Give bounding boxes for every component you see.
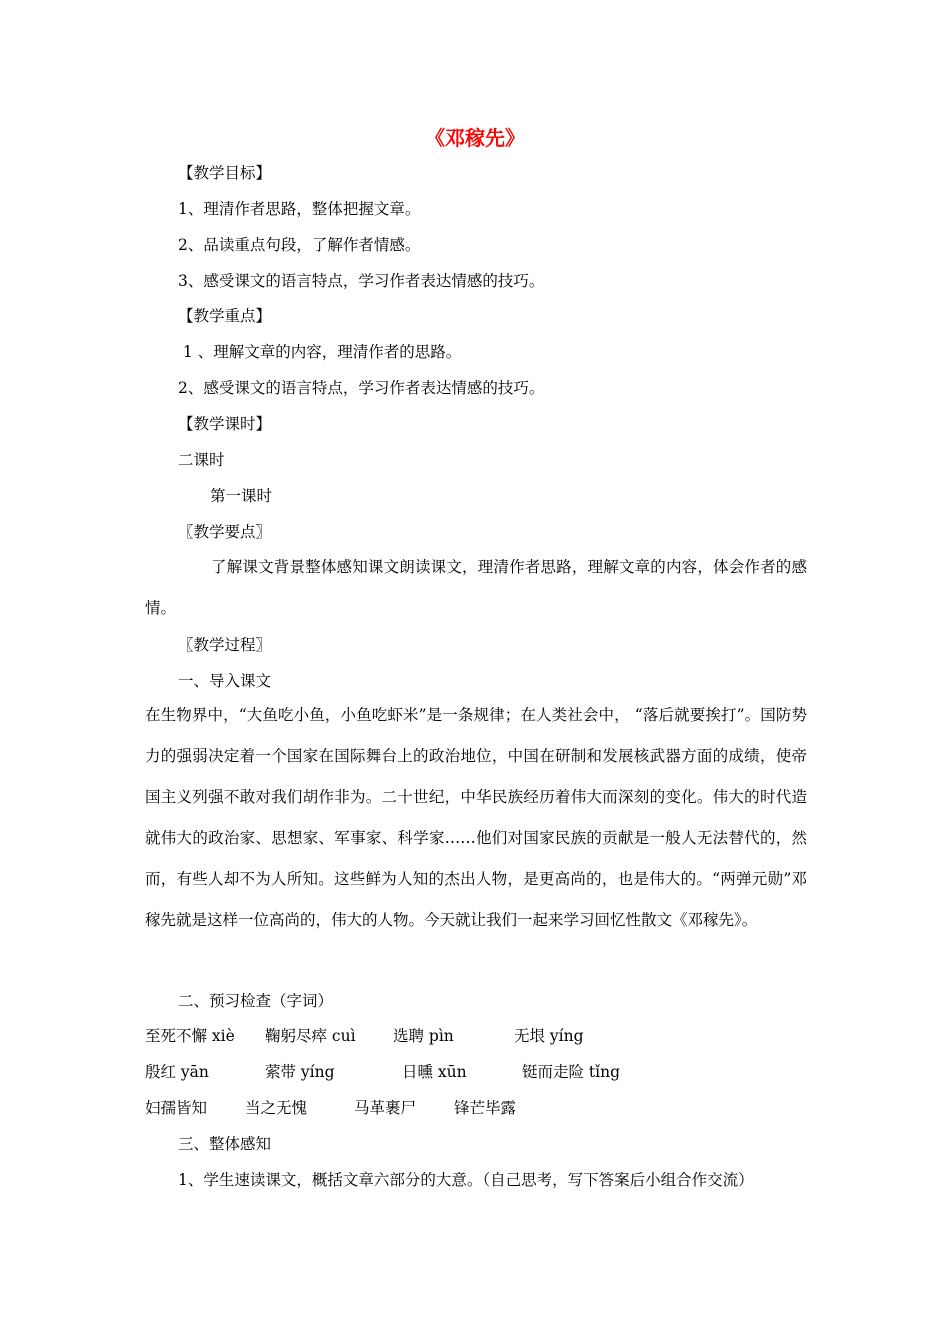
periods-heading: 【教学课时】 xyxy=(178,415,272,433)
vocab-item: 当之无愧 xyxy=(245,1099,308,1117)
vocab-item: 无垠 yíng xyxy=(514,1027,584,1045)
vocab-item: 铤而走险 tǐng xyxy=(522,1063,621,1081)
essentials-paragraph: 了解课文背景整体感知课文朗读课文，理清作者思路，理解文章的内容，体会作者的感情。 xyxy=(145,558,807,617)
vocab-item: 马革裹尸 xyxy=(354,1099,417,1117)
overview-item: 1、学生速读课文，概括文章六部分的大意。（自己思考，写下答案后小组合作交流） xyxy=(178,1171,754,1189)
document-title: 《邓稼先》 xyxy=(425,126,525,150)
essentials-heading: 〖教学要点〗 xyxy=(178,523,272,541)
objective-item: 1、理清作者思路，整体把握文章。 xyxy=(178,200,421,218)
key-point-item: 2、感受课文的语言特点，学习作者表达情感的技巧。 xyxy=(178,379,545,397)
periods-count: 二课时 xyxy=(178,451,225,469)
vocab-item: 选聘 pìn xyxy=(393,1027,454,1045)
section-preview-heading: 二、预习检查（字词） xyxy=(178,992,334,1010)
vocab-item: 殷红 yān xyxy=(145,1063,209,1081)
intro-paragraph: 在生物界中，“大鱼吃小鱼，小鱼吃虾米”是一条规律；在人类社会中， “落后就要挨打”。国防势力的强弱决定着一个国家在国际舞台上的政治地位，中国在研制和发展核武器方面的成绩，使帝国主义列强不敢对我们胡作非为。二十世纪，中华民族经历着伟大而深刻的变化。伟大的时代造就伟大的政治家、思想家、军事家、科学家……他们对国家民族的贡献是一般人无法替代的，然而，有些人却不为人所知。这些鲜为人知的杰出人物，是更高尚的，也是伟大的。“两弹元勋”邓稼先就是这样一位高尚的，伟大的人物。今天就让我们一起来学习回忆性散文《邓稼先》。 xyxy=(145,706,807,929)
vocab-item: 鞠躬尽瘁 cuì xyxy=(265,1027,356,1045)
vocab-item: 日曛 xūn xyxy=(402,1063,467,1081)
section-overview-heading: 三、整体感知 xyxy=(178,1135,272,1153)
key-point-item: 1 、理解文章的内容，理清作者的思路。 xyxy=(178,343,462,361)
key-points-heading: 【教学重点】 xyxy=(178,307,272,325)
vocab-item: 妇孺皆知 xyxy=(145,1099,208,1117)
vocab-item: 萦带 yíng xyxy=(265,1063,335,1081)
objectives-heading: 【教学目标】 xyxy=(178,164,272,182)
process-heading: 〖教学过程〗 xyxy=(178,636,272,654)
first-period-heading: 第一课时 xyxy=(210,487,273,505)
section-intro-heading: 一、导入课文 xyxy=(178,672,272,690)
vocab-item: 至死不懈 xiè xyxy=(145,1027,235,1045)
objective-item: 3、感受课文的语言特点，学习作者表达情感的技巧。 xyxy=(178,272,545,290)
vocab-item: 锋芒毕露 xyxy=(454,1099,517,1117)
vocab-row xyxy=(145,1061,807,1083)
vocab-row xyxy=(145,1097,807,1119)
vocab-row xyxy=(145,1025,807,1047)
objective-item: 2、品读重点句段，了解作者情感。 xyxy=(178,236,421,254)
